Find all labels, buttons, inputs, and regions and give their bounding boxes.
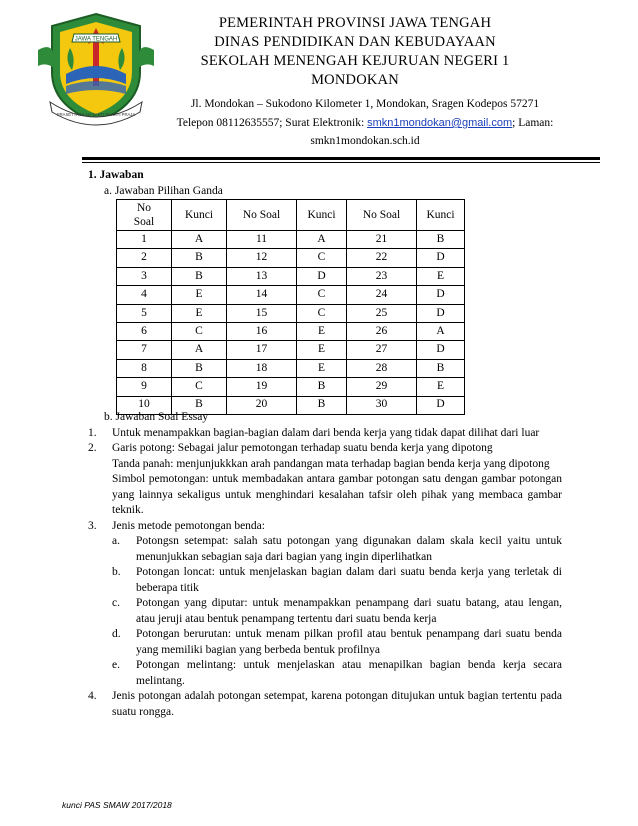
answer-key-cell: B	[297, 378, 347, 396]
question-number-cell: 2	[117, 249, 172, 267]
method-item	[112, 534, 562, 565]
question-number-cell: 12	[227, 249, 297, 267]
logo-ribbon-text: JAWA TENGAH	[74, 36, 118, 43]
answer-key-cell: C	[172, 322, 227, 340]
essay-answer-3	[88, 519, 562, 690]
answer-key-cell: D	[417, 341, 465, 359]
header-line-province: PEMERINTAH PROVINSI JAWA TENGAH	[218, 15, 492, 31]
header-rule-thick	[82, 157, 600, 160]
item-paragraph: Simbol pemotongan: untuk membadakan antara gambar potongan satu dengan gambar potongan yang lainnya sekaligus untuk menghindari kesalahan tafsir oleh pihak yang membaca gambar teknik.	[112, 473, 562, 516]
item-number: 1.	[88, 426, 97, 439]
question-number-cell: 6	[117, 322, 172, 340]
answer-key-cell: B	[172, 267, 227, 285]
footer-label: kunci PAS SMAW 2017/2018	[62, 800, 172, 810]
question-number-cell: 22	[347, 249, 417, 267]
school-contact	[140, 115, 590, 132]
question-number-cell: 15	[227, 304, 297, 322]
header-line-department: DINAS PENDIDIKAN DAN KEBUDAYAAN	[214, 34, 496, 50]
answer-key-cell: C	[172, 378, 227, 396]
question-number-cell: 1	[117, 231, 172, 249]
column-header: No Soal	[227, 200, 297, 231]
question-number-cell: 21	[347, 231, 417, 249]
question-number-cell: 29	[347, 378, 417, 396]
section-title: 1. Jawaban	[88, 169, 144, 181]
answer-key-cell: E	[172, 304, 227, 322]
answer-key-cell: B	[417, 231, 465, 249]
answer-key-cell: C	[297, 249, 347, 267]
question-number-cell: 30	[347, 396, 417, 414]
item-paragraph: Tanda panah: menjunjukkkan arah pandangan mata terhadap bagian benda kerja yang dipotong	[112, 457, 550, 470]
answer-key-cell: B	[297, 396, 347, 414]
method-item-letter: e.	[112, 659, 120, 671]
header-line-school: SEKOLAH MENENGAH KEJURUAN NEGERI 1	[200, 53, 510, 69]
item-paragraph: Garis potong: Sebagai jalur pemotongan terhadap suatu benda kerja yang dipotong	[112, 442, 493, 454]
table-row	[117, 231, 465, 249]
answer-key-cell: E	[297, 341, 347, 359]
answer-section	[88, 168, 568, 415]
column-header: No Soal	[347, 200, 417, 231]
logo-motto-text: PRASETYA ULAH SAKTI BHAKTI PRAJA	[56, 112, 136, 117]
answer-key-table	[116, 199, 465, 415]
table-row	[117, 304, 465, 322]
answer-key-cell: D	[417, 249, 465, 267]
answer-key-cell: C	[297, 304, 347, 322]
item-text: Jenis potongan adalah potongan setempat, karena potongan ditujukan untuk bagian tertentu pada suatu rongga.	[112, 690, 562, 718]
answer-key-cell: E	[417, 267, 465, 285]
school-address: Jl. Mondokan – Sukodono Kilometer 1, Mondokan, Sragen Kodepos 57271	[190, 98, 540, 110]
answer-key-cell: E	[297, 359, 347, 377]
answer-key-cell: B	[172, 359, 227, 377]
question-number-cell: 27	[347, 341, 417, 359]
header-line-town: MONDOKAN	[311, 72, 399, 88]
method-item	[112, 627, 562, 658]
table-header-row	[117, 200, 465, 231]
question-number-cell: 4	[117, 286, 172, 304]
method-item-letter: b.	[112, 566, 121, 578]
column-header: No Soal	[117, 200, 172, 231]
answer-key-cell: D	[417, 304, 465, 322]
letterhead	[130, 14, 580, 90]
answer-key-cell: A	[417, 322, 465, 340]
method-item	[112, 596, 562, 627]
answer-key-cell: D	[297, 267, 347, 285]
item-number: 3.	[88, 519, 97, 532]
question-number-cell: 24	[347, 286, 417, 304]
question-number-cell: 5	[117, 304, 172, 322]
table-row	[117, 359, 465, 377]
answer-key-cell: A	[172, 341, 227, 359]
essay-answer-4	[88, 689, 562, 720]
question-number-cell: 18	[227, 359, 297, 377]
method-item-letter: d.	[112, 628, 121, 640]
table-row	[117, 378, 465, 396]
method-item-text: Potongan yang diputar: untuk menampakkan penampang dari suatu batang, atau lengan, atau jeruji atau bentuk penampang tertentu dari suatu benda kerja	[136, 597, 562, 625]
method-item	[112, 658, 562, 689]
method-item	[112, 565, 562, 596]
table-row	[117, 341, 465, 359]
table-body	[117, 231, 465, 415]
item-number: 4.	[88, 690, 97, 702]
contact-suffix: ; Laman:	[512, 117, 554, 129]
contact-prefix: Telepon 08112635557; Surat Elektronik:	[176, 117, 365, 129]
question-number-cell: 14	[227, 286, 297, 304]
answer-key-cell: B	[172, 396, 227, 414]
question-number-cell: 9	[117, 378, 172, 396]
question-number-cell: 16	[227, 322, 297, 340]
table-row	[117, 322, 465, 340]
header-rule-thin	[82, 162, 600, 163]
method-item-text: Potongan melintang: untuk menjelaskan atau menapilkan bagian benda kerja secara melintang.	[136, 659, 562, 687]
column-header: Kunci	[172, 200, 227, 231]
answer-key-cell: E	[172, 286, 227, 304]
method-item-text: Potongan berurutan: untuk menam pilkan profil atau bentuk penampang dari suatu benda yang memiliki bagian yang berbeda bentuk profilnya	[136, 628, 562, 656]
question-number-cell: 28	[347, 359, 417, 377]
item-intro: Jenis metode pemotongan benda:	[112, 519, 265, 532]
essay-answer-2	[88, 441, 562, 519]
method-item-text: Potongsn setempat: salah satu potongan yang digunakan dalam skala kecil yaitu untuk menunjukkan sebagian saja dari bagian yang ingin diperlihatkan	[136, 535, 562, 563]
answer-key-cell: E	[417, 378, 465, 396]
question-number-cell: 26	[347, 322, 417, 340]
multiple-choice-subtitle: a. Jawaban Pilihan Ganda	[104, 184, 223, 197]
question-number-cell: 10	[117, 396, 172, 414]
question-number-cell: 11	[227, 231, 297, 249]
method-item-letter: a.	[112, 535, 120, 547]
question-number-cell: 8	[117, 359, 172, 377]
essay-section	[88, 410, 562, 720]
question-number-cell: 7	[117, 341, 172, 359]
table-row	[117, 249, 465, 267]
question-number-cell: 20	[227, 396, 297, 414]
answer-key-cell: A	[172, 231, 227, 249]
answer-key-cell: D	[417, 286, 465, 304]
essay-answer-1	[88, 426, 562, 442]
question-number-cell: 3	[117, 267, 172, 285]
column-header: Kunci	[297, 200, 347, 231]
answer-key-cell: C	[297, 286, 347, 304]
method-item-letter: c.	[112, 597, 120, 609]
school-website: smkn1mondokan.sch.id	[310, 135, 420, 147]
item-text: Untuk menampakkan bagian-bagian dalam dari benda kerja yang tidak dapat dilihat dari luar	[112, 426, 540, 439]
question-number-cell: 19	[227, 378, 297, 396]
table-row	[117, 286, 465, 304]
email-link[interactable]: smkn1mondokan@gmail.com	[367, 117, 513, 129]
answer-key-cell: B	[417, 359, 465, 377]
question-number-cell: 23	[347, 267, 417, 285]
question-number-cell: 13	[227, 267, 297, 285]
method-list	[112, 534, 562, 689]
method-item-text: Potongan loncat: untuk menjelaskan bagian dalam dari suatu benda kerja yang terletak di beberapa titik	[136, 566, 562, 594]
table-row	[117, 267, 465, 285]
answer-key-cell: B	[172, 249, 227, 267]
answer-key-cell: A	[297, 231, 347, 249]
question-number-cell: 25	[347, 304, 417, 322]
essay-subtitle: b. Jawaban Soal Essay	[104, 411, 209, 423]
item-number: 2.	[88, 442, 97, 454]
answer-key-cell: D	[417, 396, 465, 414]
answer-key-cell: E	[297, 322, 347, 340]
column-header: Kunci	[417, 200, 465, 231]
question-number-cell: 17	[227, 341, 297, 359]
